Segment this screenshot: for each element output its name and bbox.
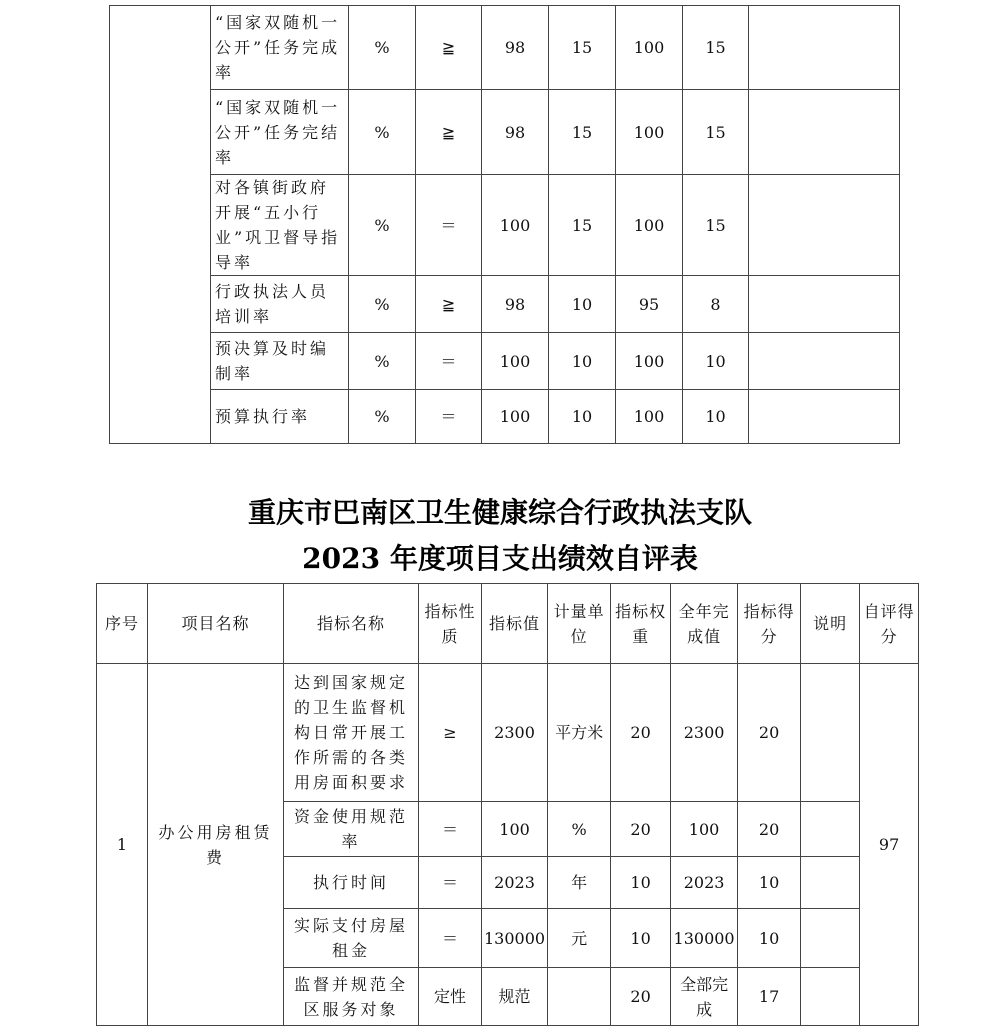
nature-cell: ＝ [419, 802, 482, 857]
table-row [110, 276, 900, 333]
header-note: 说明 [801, 584, 860, 664]
note-cell [801, 802, 860, 857]
blank-left-cell [110, 6, 211, 444]
actual-cell: 100 [616, 90, 683, 175]
operator-cell: ＝ [416, 333, 482, 390]
indicator-name: 达到国家规定的卫生监督机构日常开展工作所需的各类用房面积要求 [284, 664, 419, 802]
table-row [97, 664, 919, 802]
weight-cell: 15 [549, 6, 616, 90]
actual-cell: 100 [616, 333, 683, 390]
unit-cell: % [349, 390, 416, 444]
header-indicator: 指标名称 [284, 584, 419, 664]
header-score: 指标得分 [738, 584, 801, 664]
unit-cell: % [548, 802, 611, 857]
operator-cell: ≧ [416, 90, 482, 175]
note-cell [749, 175, 900, 276]
value-cell: 规范 [482, 968, 548, 1026]
note-cell [801, 857, 860, 909]
indicator-name: 执行时间 [284, 857, 419, 909]
note-cell [749, 333, 900, 390]
table-row [110, 90, 900, 175]
actual-cell: 100 [616, 6, 683, 90]
unit-cell: % [349, 276, 416, 333]
weight-cell: 10 [611, 857, 671, 909]
score-cell: 15 [683, 175, 749, 276]
weight-cell: 10 [611, 909, 671, 968]
note-cell [749, 6, 900, 90]
value-cell: 100 [482, 802, 548, 857]
table-row [110, 6, 900, 90]
score-cell: 10 [683, 333, 749, 390]
self-score-cell: 97 [860, 664, 919, 1026]
table-row [110, 333, 900, 390]
unit-cell: % [349, 6, 416, 90]
score-cell: 15 [683, 6, 749, 90]
note-cell [801, 909, 860, 968]
header-actual: 全年完成值 [671, 584, 738, 664]
project-name-cell: 办公用房租赁费 [148, 664, 284, 1026]
weight-cell: 15 [549, 90, 616, 175]
table-row [110, 175, 900, 276]
table-header-row [97, 584, 919, 664]
weight-cell: 20 [611, 802, 671, 857]
document-subtitle: 2023 年度项目支出绩效自评表 [302, 542, 698, 575]
table-row [110, 390, 900, 444]
actual-cell: 100 [671, 802, 738, 857]
actual-cell: 全部完成 [671, 968, 738, 1026]
score-cell: 15 [683, 90, 749, 175]
project-performance-table [96, 583, 919, 1026]
weight-cell: 10 [549, 390, 616, 444]
document-title: 重庆市巴南区卫生健康综合行政执法支队 [247, 496, 752, 529]
header-project: 项目名称 [148, 584, 284, 664]
note-cell [749, 90, 900, 175]
header-value: 指标值 [482, 584, 548, 664]
unit-cell [548, 968, 611, 1026]
nature-cell: ＝ [419, 857, 482, 909]
header-seq: 序号 [97, 584, 148, 664]
operator-cell: ＝ [416, 390, 482, 444]
actual-cell: 2023 [671, 857, 738, 909]
target-cell: 98 [482, 6, 549, 90]
score-cell: 17 [738, 968, 801, 1026]
score-cell: 8 [683, 276, 749, 333]
target-cell: 100 [482, 175, 549, 276]
value-cell: 2023 [482, 857, 548, 909]
note-cell [749, 390, 900, 444]
score-cell: 20 [738, 664, 801, 802]
header-self-score: 自评得分 [860, 584, 919, 664]
indicator-name: 预决算及时编制率 [211, 333, 349, 390]
nature-cell: ＝ [419, 909, 482, 968]
indicator-name: 预算执行率 [211, 390, 349, 444]
unit-cell: % [349, 90, 416, 175]
actual-cell: 2300 [671, 664, 738, 802]
note-cell [801, 664, 860, 802]
target-cell: 98 [482, 276, 549, 333]
indicator-name: “国家双随机一公开”任务完成率 [211, 6, 349, 90]
actual-cell: 95 [616, 276, 683, 333]
actual-cell: 100 [616, 390, 683, 444]
header-nature: 指标性质 [419, 584, 482, 664]
indicator-name: 实际支付房屋租金 [284, 909, 419, 968]
indicator-name: “国家双随机一公开”任务完结率 [211, 90, 349, 175]
indicator-name: 对各镇街政府开展“五小行业”巩卫督导指导率 [211, 175, 349, 276]
weight-cell: 20 [611, 968, 671, 1026]
nature-cell: 定性 [419, 968, 482, 1026]
unit-cell: % [349, 333, 416, 390]
note-cell [801, 968, 860, 1026]
value-cell: 130000 [482, 909, 548, 968]
header-weight: 指标权重 [611, 584, 671, 664]
header-unit: 计量单位 [548, 584, 611, 664]
score-cell: 10 [683, 390, 749, 444]
top-indicator-table [109, 5, 900, 444]
target-cell: 100 [482, 333, 549, 390]
actual-cell: 100 [616, 175, 683, 276]
value-cell: 2300 [482, 664, 548, 802]
seq-cell: 1 [97, 664, 148, 1026]
unit-cell: 平方米 [548, 664, 611, 802]
weight-cell: 10 [549, 333, 616, 390]
unit-cell: 年 [548, 857, 611, 909]
indicator-name: 资金使用规范率 [284, 802, 419, 857]
score-cell: 10 [738, 909, 801, 968]
score-cell: 10 [738, 857, 801, 909]
nature-cell: ≥ [419, 664, 482, 802]
weight-cell: 20 [611, 664, 671, 802]
target-cell: 98 [482, 90, 549, 175]
target-cell: 100 [482, 390, 549, 444]
weight-cell: 10 [549, 276, 616, 333]
indicator-name: 监督并规范全区服务对象 [284, 968, 419, 1026]
weight-cell: 15 [549, 175, 616, 276]
indicator-name: 行政执法人员培训率 [211, 276, 349, 333]
operator-cell: ＝ [416, 175, 482, 276]
score-cell: 20 [738, 802, 801, 857]
operator-cell: ≧ [416, 6, 482, 90]
unit-cell: 元 [548, 909, 611, 968]
unit-cell: % [349, 175, 416, 276]
actual-cell: 130000 [671, 909, 738, 968]
operator-cell: ≧ [416, 276, 482, 333]
note-cell [749, 276, 900, 333]
